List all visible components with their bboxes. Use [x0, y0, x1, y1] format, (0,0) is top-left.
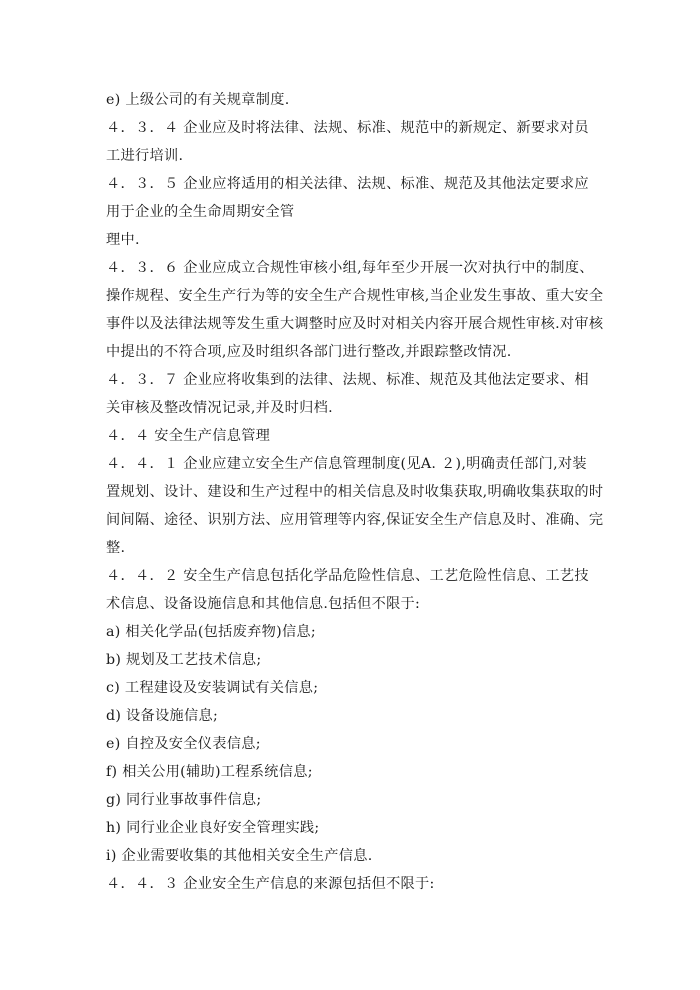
text-line: ４．４．２ 安全生产信息包括化学品危险性信息、工艺危险性信息、工艺技	[106, 568, 589, 584]
text-line: e) 上级公司的有关规章制度.	[106, 92, 290, 108]
text-line: ４．３．６ 企业应成立合规性审核小组,每年至少开展一次对执行中的制度、	[106, 260, 594, 276]
text-line: 整.	[106, 540, 126, 556]
text-line: 置规划、设计、建设和生产过程中的相关信息及时收集获取,明确收集获取的时	[106, 484, 604, 500]
text-line: 关审核及整改情况记录,并及时归档.	[106, 400, 333, 416]
text-line: ４．３．７ 企业应将收集到的法律、法规、标准、规范及其他法定要求、相	[106, 372, 589, 388]
text-line: 用于企业的全生命周期安全管	[106, 204, 295, 220]
section-heading: ４．４ 安全生产信息管理	[106, 428, 271, 444]
list-item: g) 同行业事故事件信息;	[106, 792, 262, 808]
list-item: c) 工程建设及安装调试有关信息;	[106, 680, 319, 696]
text-line: 事件以及法律法规等发生重大调整时应及时对相关内容开展合规性审核.对审核	[106, 316, 604, 332]
text-line: ４．４．１ 企业应建立安全生产信息管理制度(见A. ２),明确责任部门,对装	[106, 456, 587, 472]
list-item: d) 设备设施信息;	[106, 708, 219, 724]
text-line: 操作规程、安全生产行为等的安全生产合规性审核,当企业发生事故、重大安全	[106, 288, 604, 304]
text-line: 间间隔、途径、识别方法、应用管理等内容,保证安全生产信息及时、准确、完	[106, 512, 604, 528]
text-line: ４．３．５ 企业应将适用的相关法律、法规、标准、规范及其他法定要求应	[106, 176, 589, 192]
list-item: a) 相关化学品(包括废弃物)信息;	[106, 624, 317, 640]
list-item: f) 相关公用(辅助)工程系统信息;	[106, 764, 313, 780]
text-line: ４．４．３ 企业安全生产信息的来源包括但不限于:	[106, 876, 435, 892]
list-item: b) 规划及工艺技术信息;	[106, 652, 262, 668]
text-line: 术信息、设备设施信息和其他信息.包括但不限于:	[106, 596, 421, 612]
list-item: e) 自控及安全仪表信息;	[106, 736, 261, 752]
text-line: 中提出的不符合项,应及时组织各部门进行整改,并跟踪整改情况.	[106, 344, 512, 360]
list-item: h) 同行业企业良好安全管理实践;	[106, 820, 320, 836]
text-line: 工进行培训.	[106, 148, 184, 164]
list-item: i) 企业需要收集的其他相关安全生产信息.	[106, 848, 373, 864]
text-line: ４．３．４ 企业应及时将法律、法规、标准、规范中的新规定、新要求对员	[106, 120, 589, 136]
text-line: 理中.	[106, 232, 140, 248]
